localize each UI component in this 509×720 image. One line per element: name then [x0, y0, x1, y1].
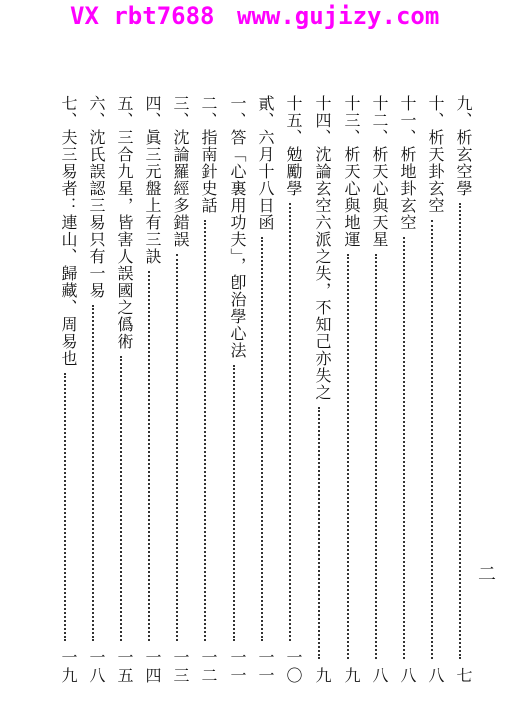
toc-entry	[53, 95, 77, 685]
toc-entry-title: 七、夫三易者：連山、歸藏、周易也	[59, 95, 78, 367]
toc-entry	[364, 95, 388, 685]
toc-entry	[307, 95, 331, 685]
watermark-wechat-id: VX rbt7688	[70, 2, 215, 30]
toc-entry-title: 五、三合九星，皆害人誤國之僞術	[115, 95, 134, 350]
toc-entry-title: 十三、析天心與地運	[342, 95, 361, 248]
toc-entry	[278, 95, 302, 685]
toc-entry-title: 貳、六月十八日函	[256, 95, 275, 231]
toc-entry-title: 十二、析天心與天星	[370, 95, 389, 248]
watermark-website: www.gujizy.com	[237, 2, 440, 30]
toc-entry-page: 八	[426, 667, 445, 685]
watermark	[0, 2, 509, 32]
toc-entry-page: 七	[454, 667, 473, 685]
toc-entry-title: 四、眞三元盤上有三訣	[143, 95, 162, 265]
toc-entry-title: 十一、析地卦玄空	[398, 95, 417, 231]
toc-entry-page: 八	[370, 667, 389, 685]
toc-entry-page: 一四	[143, 649, 162, 685]
toc-entry-leader	[204, 220, 206, 641]
toc-entry-leader	[233, 365, 235, 641]
toc-entry-leader	[347, 254, 349, 659]
toc-entry-page: 一一	[256, 649, 275, 685]
toc-entry-page: 九	[342, 667, 361, 685]
toc-entry-page: 一九	[59, 649, 78, 685]
toc-entry	[193, 95, 217, 685]
toc-entry-title: 十、析天卦玄空	[426, 95, 445, 214]
toc-entry-leader	[375, 254, 377, 659]
toc-entry-leader	[261, 237, 263, 641]
toc-entry-leader	[403, 237, 405, 659]
toc-entry	[336, 95, 360, 685]
toc-entry-leader	[120, 356, 122, 641]
toc-entry-page: 八	[398, 667, 417, 685]
toc-entry-title: 三、沈論羅經多錯誤	[171, 95, 190, 248]
toc-entry-leader	[148, 271, 150, 641]
toc-entry	[81, 95, 105, 685]
toc-entry-leader	[176, 254, 178, 641]
toc-entry	[250, 95, 274, 685]
toc-entry-title: 一、答「心裏用功夫」，卽治學心法	[228, 95, 247, 359]
toc-entry-page: 一〇	[284, 649, 303, 685]
toc-entry-page: 九	[313, 667, 332, 685]
toc-entry	[222, 95, 246, 685]
toc-entry	[109, 95, 133, 685]
toc-entry-title: 二、指南針史話	[199, 95, 218, 214]
toc-entry-leader	[64, 373, 66, 641]
toc-entry-leader	[92, 305, 94, 641]
toc-entry-leader	[431, 220, 433, 659]
toc-entry-title: 十五、勉勵學	[284, 95, 303, 197]
toc-entry	[392, 95, 416, 685]
toc-entry-page: 一八	[87, 649, 106, 685]
toc-entry	[420, 95, 444, 685]
toc-entry	[137, 95, 161, 685]
toc-entry-leader	[459, 203, 461, 659]
toc-entry-page: 一二	[199, 649, 218, 685]
table-of-contents	[50, 95, 473, 685]
toc-entry-page: 一一	[228, 649, 247, 685]
toc-entry-page: 一五	[115, 649, 134, 685]
page-number: 二	[478, 564, 496, 585]
toc-entry-leader	[318, 407, 320, 659]
toc-entry-leader	[289, 203, 291, 641]
toc-entry-title: 十四、沈論玄空六派之失，不知己亦失之	[313, 95, 332, 401]
toc-entry-title: 六、沈氏誤認三易只有一易	[87, 95, 106, 299]
toc-entry	[165, 95, 189, 685]
toc-entry-page: 一三	[171, 649, 190, 685]
toc-entry	[448, 95, 472, 685]
toc-entry-title: 九、析玄空學	[454, 95, 473, 197]
